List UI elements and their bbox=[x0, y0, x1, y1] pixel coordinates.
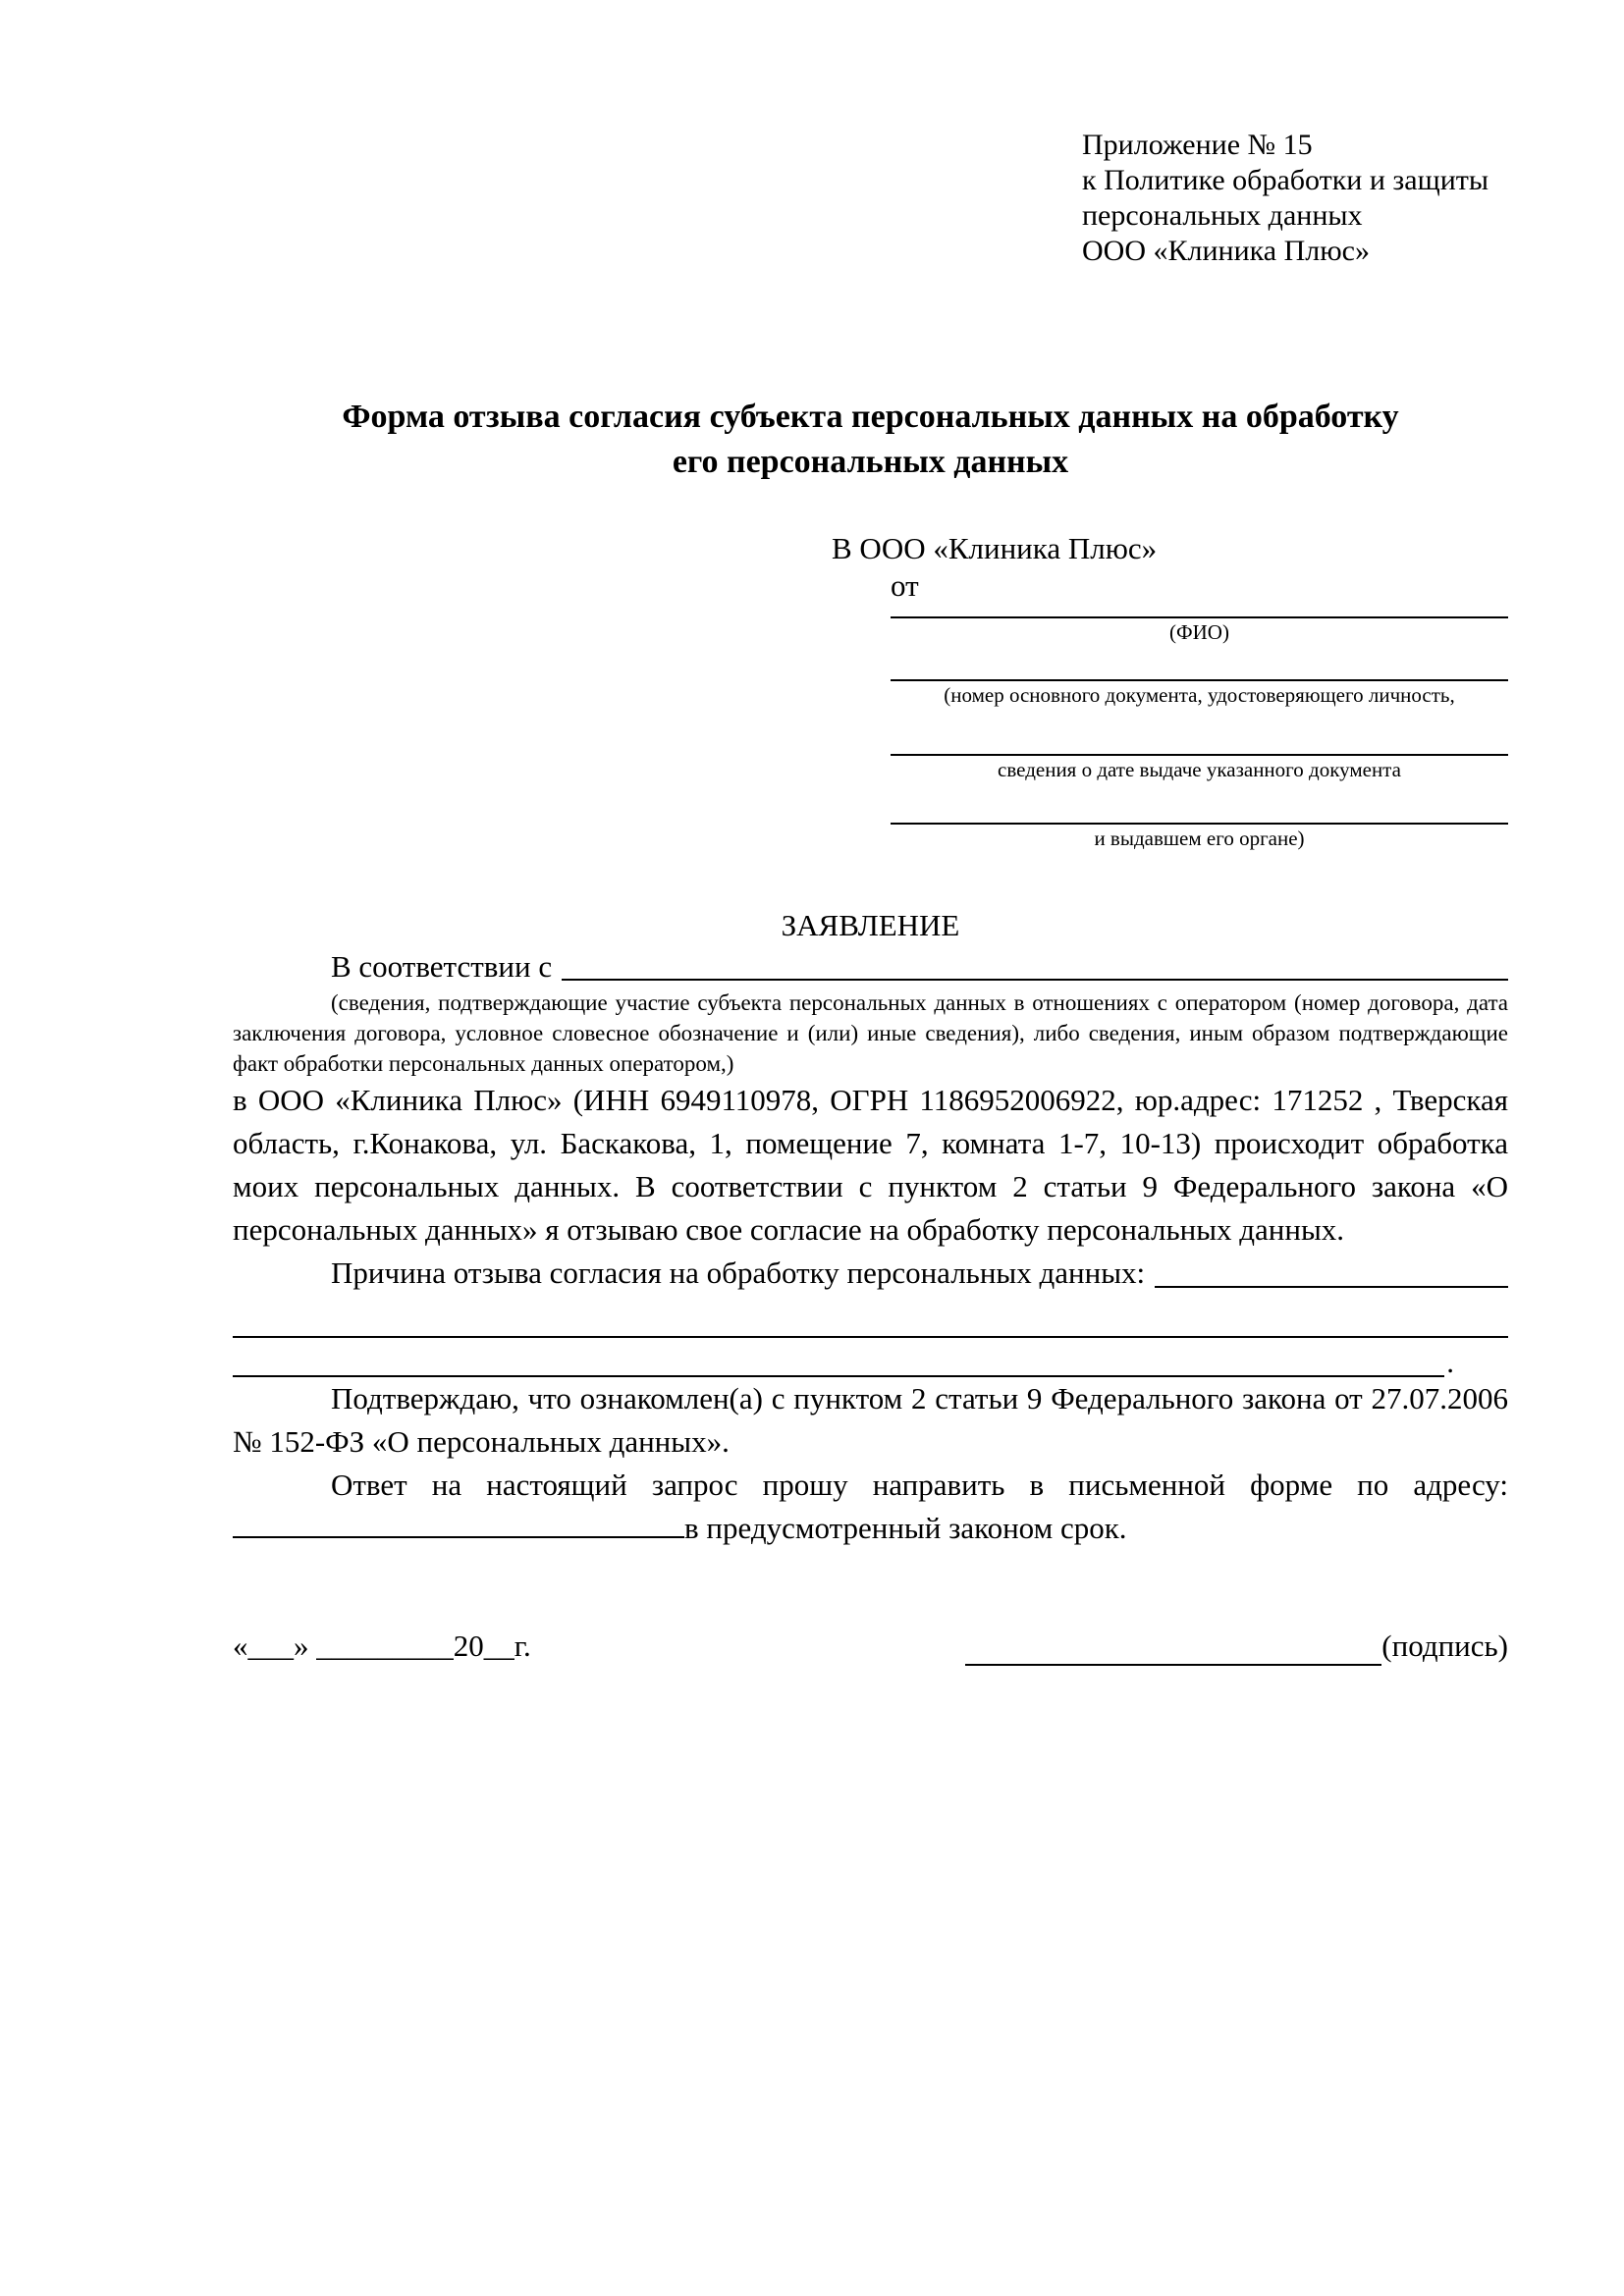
signature-caption: (подпись) bbox=[1381, 1629, 1508, 1663]
document-number-field bbox=[891, 646, 1508, 709]
issue-date-field bbox=[891, 709, 1508, 783]
signature-blank-line bbox=[965, 1630, 1381, 1666]
basis-footnote: (сведения, подтверждающие участие субъекта персональных данных в отношениях с оператором (номер договора, дата заключения договора, условное словесное обозначение и (или) иные сведения), либо сведения, иным образом подтверждающие факт обработки персональных данных оператором,) bbox=[233, 990, 1508, 1076]
fio-field bbox=[891, 605, 1508, 646]
statement-heading: ЗАЯВЛЕНИЕ bbox=[781, 908, 960, 942]
reply-request-text: Ответ на настоящий запрос прошу направить в письменной форме по адресу: bbox=[331, 1468, 1508, 1502]
reason-continuation-line-2 bbox=[233, 1338, 1454, 1377]
basis-blank-line bbox=[562, 946, 1508, 981]
policy-reference-line: персональных данных bbox=[1082, 199, 1363, 232]
fio-blank-line bbox=[891, 605, 1508, 618]
reason-continuation-blank bbox=[233, 1338, 1444, 1377]
document-title-line: его персональных данных bbox=[672, 444, 1069, 480]
document-title bbox=[233, 395, 1508, 485]
statement-body: в ООО «Клиника Плюс» (ИНН 6949110978, ОГРН 1186952006922, юр.адрес: 171252 , Тверская область, г.Конакова, ул. Баскакова, 1, помещение 7, комната 1-7, 10-13) происходит обработка моих персональных данных. В соответствии с пунктом 2 статьи 9 Федерального закона «О персональных данных» я отзываю свое согласие на обработку персональных данных. bbox=[233, 1083, 1508, 1247]
issue-date-blank-line bbox=[891, 709, 1508, 756]
confirmation-paragraph: Подтверждаю, что ознакомлен(а) с пунктом 2 статьи 9 Федерального закона от 27.07.2006 № 152-ФЗ «О персональных данных». bbox=[233, 1381, 1508, 1459]
issuing-authority-field bbox=[891, 783, 1508, 852]
organization-name-line: ООО «Клиника Плюс» bbox=[1082, 235, 1370, 267]
addressee-from-label: от bbox=[891, 568, 919, 603]
reply-suffix-text: в предусмотренный законом срок. bbox=[684, 1511, 1127, 1545]
addressee-fields bbox=[891, 605, 1508, 852]
appendix-header bbox=[1082, 128, 1508, 269]
date-line: «___» _________20__г. bbox=[233, 1629, 531, 1663]
basis-row bbox=[233, 946, 1508, 988]
fio-caption: (ФИО) bbox=[1169, 620, 1229, 644]
reason-label: Причина отзыва согласия на обработку персональных данных: bbox=[331, 1255, 1146, 1290]
reason-continuation-line-1 bbox=[233, 1295, 1508, 1338]
appendix-number-line: Приложение № 15 bbox=[1082, 129, 1313, 161]
addressee-block bbox=[832, 530, 1508, 852]
basis-prefix: В соответствии с bbox=[331, 949, 553, 984]
policy-reference-line: к Политике обработки и защиты bbox=[1082, 164, 1489, 196]
signature-row bbox=[233, 1627, 1508, 1666]
period-mark: . bbox=[1446, 1345, 1454, 1379]
document-number-blank-line bbox=[891, 646, 1508, 681]
document-number-caption: (номер основного документа, удостоверяющего личность, bbox=[944, 683, 1455, 707]
reply-address-blank-line bbox=[233, 1536, 684, 1538]
reason-row bbox=[233, 1252, 1508, 1295]
reason-blank-line bbox=[1155, 1252, 1508, 1288]
issue-date-caption: сведения о дате выдаче указанного документа bbox=[998, 758, 1401, 781]
issuing-authority-blank-line bbox=[891, 783, 1508, 825]
issuing-authority-caption: и выдавшем его органе) bbox=[1094, 827, 1305, 850]
document-title-line: Форма отзыва согласия субъекта персональных данных на обработку bbox=[342, 399, 1399, 435]
reply-paragraph bbox=[233, 1464, 1508, 1550]
addressee-organization: В ООО «Клиника Плюс» bbox=[832, 531, 1158, 565]
signature-area bbox=[965, 1627, 1508, 1666]
